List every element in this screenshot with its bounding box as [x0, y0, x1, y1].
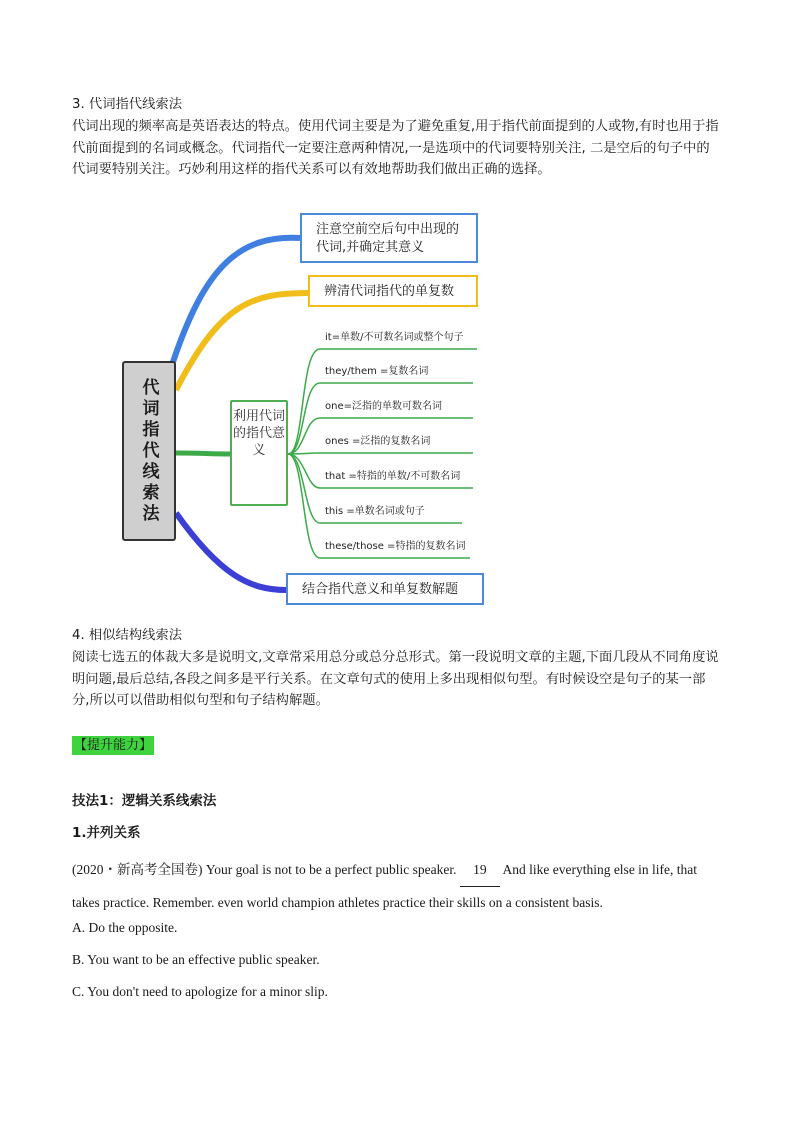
subheading-parallel: 1.并列关系 — [72, 825, 141, 841]
question-source: (2020・新高考全国卷) — [72, 862, 203, 877]
branch-box-2: 辨清代词指代的单复数 — [308, 275, 478, 307]
question-text — [72, 854, 722, 919]
leaf-item: one=泛指的单数可数名词 — [325, 401, 442, 412]
branch-line-1 — [172, 238, 300, 365]
option-a: A. Do the opposite. — [72, 920, 178, 935]
mind-map — [110, 205, 490, 610]
leaf-connectors — [288, 349, 477, 558]
leaf-item: that =特指的单数/不可数名词 — [325, 471, 461, 482]
root-node — [122, 361, 176, 541]
section-4-heading: 4. 相似结构线索法 — [72, 628, 182, 643]
section-3-body: 代词出现的频率高是英语表达的特点。使用代词主要是为了避免重复,用于指代前面提到的人或物,有时也用于指代前面提到的名词或概念。代词指代一定要注意两种情况,一是选项中的代词要特别关注, 二是空后的句子中的代词要特别关注。巧妙利用这样的指代关系可以有效地帮助我们做出正确的选择。 — [72, 119, 719, 177]
leaf-item: this =单数名词或句子 — [325, 506, 425, 517]
question-blank: 19 — [460, 854, 500, 887]
branch-line-4 — [176, 513, 286, 590]
leaf-item: ones =泛指的复数名词 — [325, 436, 431, 447]
leaf-item: it=单数/不可数名词或整个句子 — [325, 332, 464, 343]
section-4-body: 阅读七选五的体裁大多是说明文,文章常采用总分或总分总形式。第一段说明文章的主题,下面几段从不同角度说明问题,最后总结,各段之间多是平行关系。在文章句式的使用上多出现相似句型。有时候设空是句子的某一部分,所以可以借助相似句型和句子结构解题。 — [72, 650, 719, 708]
option-b: B. You want to be an effective public speaker. — [72, 952, 320, 967]
option-c: C. You don't need to apologize for a minor slip. — [72, 984, 328, 999]
question-before: Your goal is not to be a perfect public speaker. — [205, 862, 457, 877]
technique-heading: 技法1：逻辑关系线索法 — [72, 793, 217, 809]
branch-line-3 — [176, 453, 230, 454]
question-after: And like everything else in life, that takes practice. Remember. even world champion athletes practice their skills on a consistent basis. — [72, 862, 698, 910]
leaf-item: these/those =特指的复数名词 — [325, 541, 466, 552]
middle-node: 利用代词的指代意义 — [230, 400, 288, 506]
improve-ability-tag: 【提升能力】 — [74, 738, 153, 753]
section-3-heading: 3. 代词指代线索法 — [72, 97, 182, 112]
branch-box-1: 注意空前空后句中出现的代词,并确定其意义 — [300, 213, 478, 263]
leaf-item: they/them =复数名词 — [325, 366, 429, 377]
branch-box-4: 结合指代意义和单复数解题 — [286, 573, 484, 605]
root-label: 代词指代线索法 — [138, 377, 159, 525]
